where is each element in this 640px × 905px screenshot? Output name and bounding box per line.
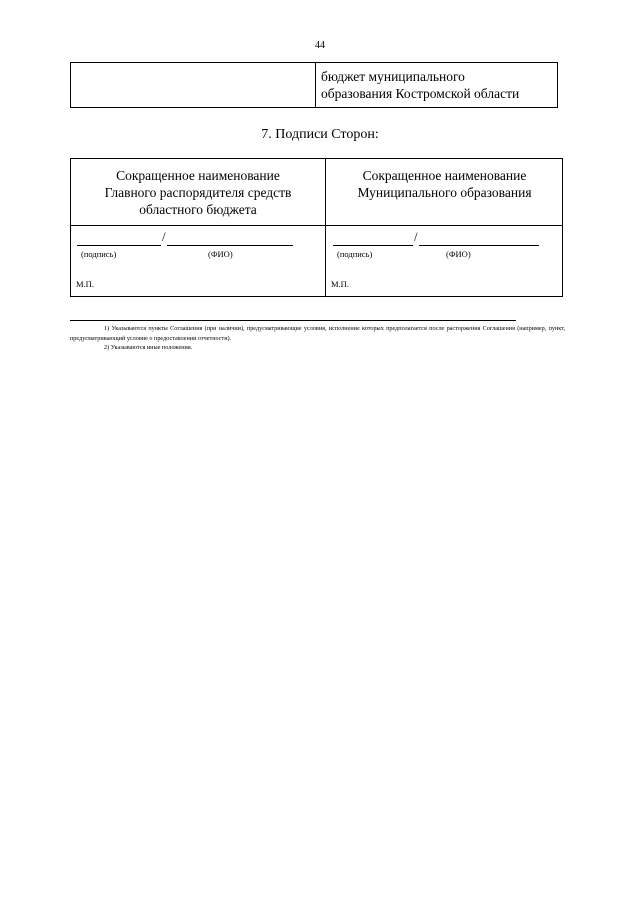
right-name-label: (ФИО)	[446, 249, 471, 259]
right-stamp-label: М.П.	[331, 279, 349, 289]
footnote-1: 1) Указываются пункты Соглашения (при наличии), предусматривающие условия, исполнение которых предполагается после расторжения Соглашения (например, пункт, предусматривающий условие о предоставлении отчетности).	[70, 325, 565, 342]
right-slash: /	[414, 229, 418, 244]
left-party-header	[71, 167, 325, 218]
left-header-line-3: областного бюджета	[139, 202, 257, 217]
right-signature-line	[333, 245, 413, 246]
footnote-2: 2) Указываются иные положения.	[104, 344, 193, 351]
section-title: 7. Подписи Сторон:	[261, 127, 379, 142]
right-header-line-2: Муниципального образования	[357, 185, 532, 200]
continuation-cell-text	[321, 68, 557, 102]
continuation-line-1: бюджет муниципального	[321, 69, 465, 84]
right-header-line-1: Сокращенное наименование	[362, 168, 527, 183]
continuation-table	[70, 62, 558, 108]
signatures-table	[70, 158, 563, 297]
left-name-line	[167, 245, 293, 246]
left-slash: /	[162, 229, 166, 244]
left-name-label: (ФИО)	[208, 249, 233, 259]
footnote-separator	[70, 320, 516, 321]
left-signature-label: (подпись)	[81, 249, 117, 259]
left-header-line-1: Сокращенное наименование	[116, 168, 280, 183]
page-number: 44	[315, 40, 325, 51]
right-signature-label: (подпись)	[337, 249, 373, 259]
right-name-line	[419, 245, 539, 246]
left-stamp-label: М.П.	[76, 279, 94, 289]
right-party-header	[326, 167, 563, 201]
signatures-row-divider	[71, 225, 562, 226]
footnotes	[70, 324, 565, 353]
table-column-divider	[315, 63, 316, 107]
left-signature-line	[77, 245, 161, 246]
continuation-line-2: образования Костромской области	[321, 86, 520, 101]
left-header-line-2: Главного распорядителя средств	[104, 185, 292, 200]
